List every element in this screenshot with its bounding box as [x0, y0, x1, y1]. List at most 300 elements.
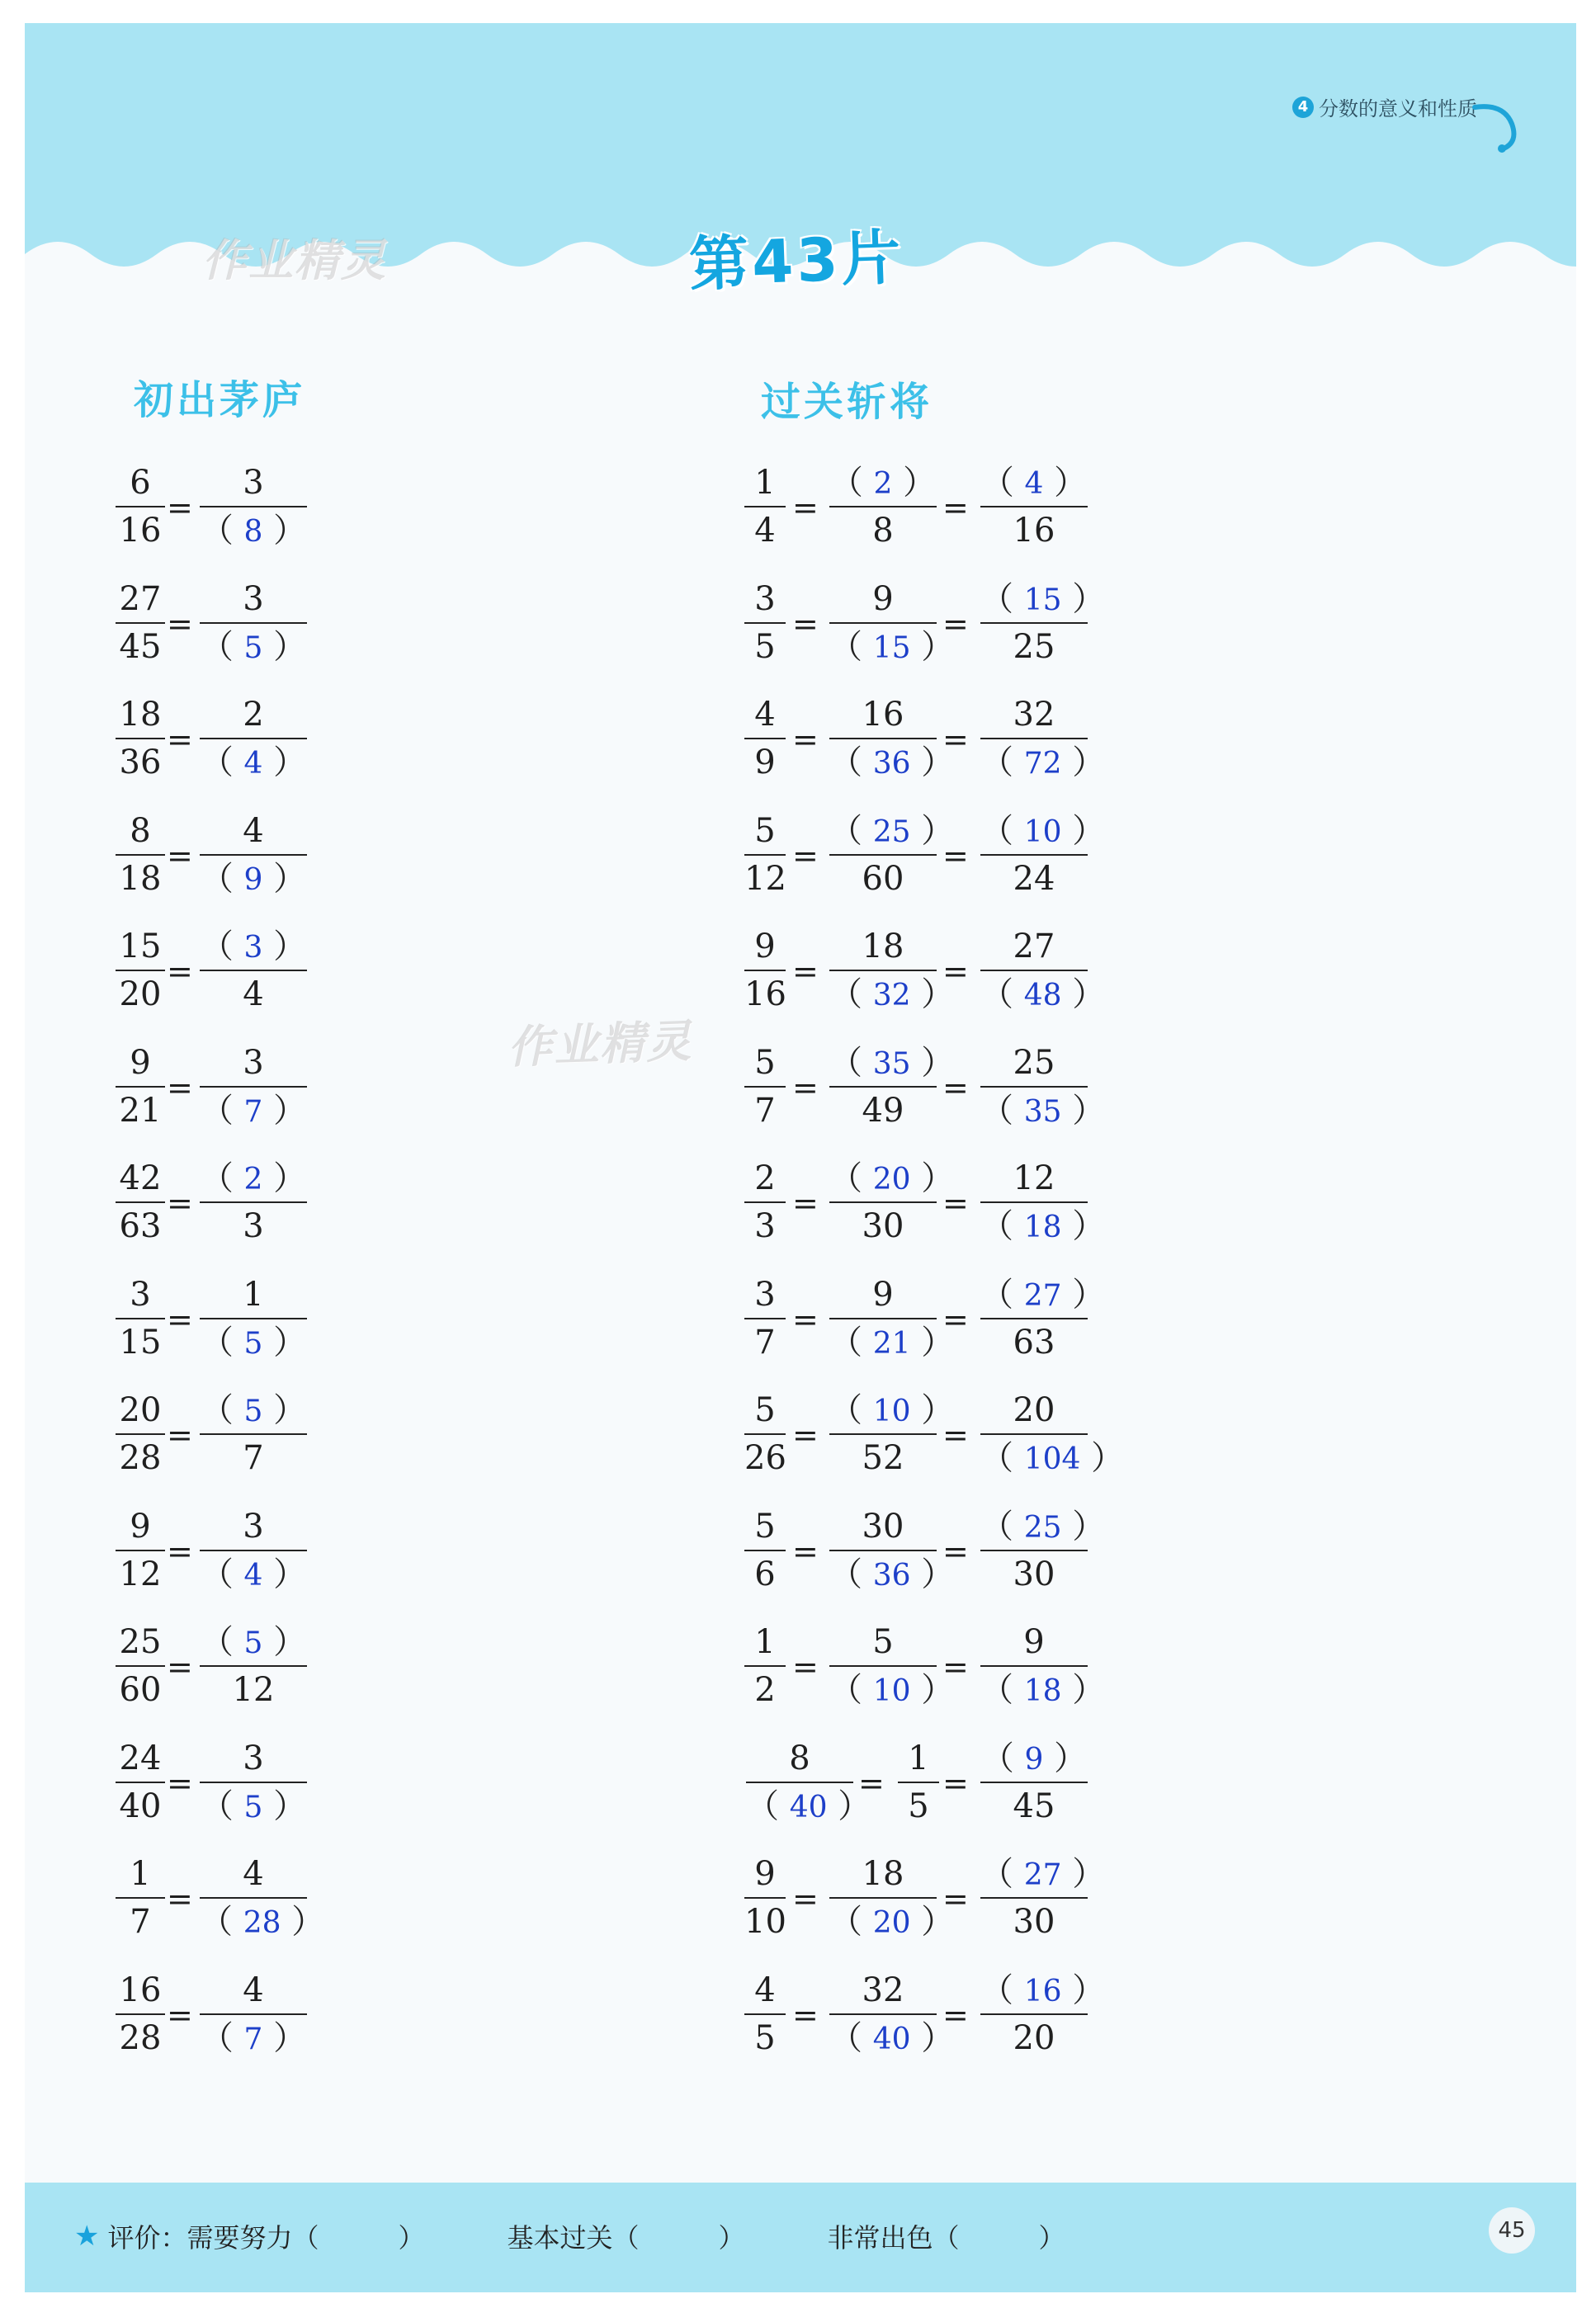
equals-sign: =	[167, 1069, 193, 1106]
equals-sign: =	[167, 605, 193, 642]
section-title-left: 初出茅庐	[134, 377, 306, 423]
fraction-bar	[744, 1433, 786, 1435]
paren-close: ）	[827, 1786, 871, 1825]
fraction-result-numerator: 3	[243, 1043, 264, 1082]
fraction-given-denominator: 20	[119, 975, 162, 1013]
paren-close: ）	[1061, 579, 1106, 618]
fraction-given-denominator: 28	[119, 2018, 162, 2057]
watermark-middle: 作业精灵	[507, 1015, 694, 1074]
equals-sign: =	[858, 1764, 885, 1801]
answer-value: 8	[243, 515, 263, 549]
fraction-bar	[744, 738, 786, 739]
paren-open: （	[829, 1555, 873, 1593]
paren-open: （	[980, 579, 1024, 618]
answer-value: 21	[872, 1326, 911, 1361]
fraction-result	[980, 1272, 1106, 1365]
fraction-result	[200, 809, 307, 901]
fraction-middle	[829, 1968, 955, 2060]
paren-open: （	[829, 1671, 873, 1709]
paren-close: ）	[262, 1555, 307, 1593]
fraction-result-denominator-blank	[200, 1900, 325, 1944]
paren-close: ）	[892, 464, 937, 502]
fraction-given-numerator: 3	[754, 579, 776, 618]
fraction-result-denominator: 7	[243, 1439, 264, 1477]
equals-sign: =	[942, 1996, 969, 2033]
fraction-middle-denominator-blank	[829, 1900, 955, 1944]
fraction-bar	[980, 1782, 1088, 1783]
paren-open: （	[200, 1903, 243, 1941]
answer-value: 40	[872, 2022, 911, 2056]
fraction-middle	[829, 1272, 955, 1365]
section-title-right: 过关斩将	[761, 379, 933, 425]
fraction-bar	[744, 1086, 786, 1088]
fraction-middle-denominator: 8	[872, 512, 894, 550]
paren-open: （	[980, 975, 1024, 1013]
paren-open: （	[200, 1623, 244, 1661]
fraction-result-numerator: 1	[243, 1275, 264, 1314]
fraction-bar	[829, 1665, 937, 1667]
fraction-result-denominator-blank	[200, 508, 307, 553]
fraction-given	[116, 1968, 165, 2060]
fraction-given-denominator: 6	[754, 1555, 776, 1593]
answer-value: 104	[1023, 1442, 1081, 1476]
fraction-bar	[829, 506, 937, 507]
fraction-middle-denominator: 49	[862, 1091, 904, 1130]
paren-close: ）	[262, 1391, 307, 1429]
paren-open: （	[200, 1391, 244, 1429]
equals-sign: =	[792, 837, 819, 874]
paren-close: ）	[262, 1159, 307, 1197]
fraction-bar	[200, 1201, 307, 1203]
fraction-bar	[744, 2013, 786, 2015]
fraction-result-denominator-blank	[200, 1784, 307, 1829]
fraction-given-numerator: 5	[754, 811, 776, 850]
equals-sign: =	[792, 1532, 819, 1569]
answer-value: 3	[243, 931, 263, 965]
equals-sign: =	[792, 605, 819, 642]
answer-value: 36	[872, 1558, 911, 1593]
answer-value: 2	[243, 1163, 263, 1196]
answer-value: 28	[243, 1906, 281, 1940]
answer-value: 10	[872, 1395, 911, 1428]
fraction-result-numerator-blank	[980, 1852, 1106, 1896]
fraction-given-denominator: 12	[119, 1555, 162, 1593]
fraction-given-numerator: 3	[754, 1275, 776, 1314]
fraction-given-denominator: 10	[744, 1903, 786, 1941]
fraction-given-denominator: 16	[119, 512, 162, 550]
fraction-bar	[980, 970, 1088, 971]
fraction-bar	[744, 970, 786, 971]
fraction-given-numerator: 16	[119, 1971, 162, 2009]
equals-sign: =	[167, 1649, 193, 1685]
paren-close: ）	[910, 1391, 955, 1429]
fraction-middle-numerator: 32	[862, 1971, 904, 2009]
answer-value: 32	[872, 979, 911, 1012]
fraction-result-denominator-blank	[980, 1668, 1106, 1712]
fraction-given	[744, 1156, 786, 1248]
fraction-result-denominator-blank	[200, 1088, 307, 1133]
fraction-result-denominator: 30	[1013, 1903, 1055, 1941]
fraction-bar	[116, 1318, 165, 1319]
fraction-result	[980, 1388, 1125, 1480]
answer-value: 5	[243, 1790, 263, 1824]
fraction-result	[200, 1272, 307, 1365]
equals-sign: =	[942, 1532, 969, 1569]
fraction-middle-numerator: 9	[872, 1275, 894, 1314]
answer-value: 9	[243, 862, 263, 897]
fraction-middle-numerator-blank	[829, 1041, 955, 1085]
paren-close: ）	[910, 811, 955, 850]
fraction-given-denominator: 9	[754, 743, 776, 781]
fraction-given-denominator: 45	[119, 627, 162, 666]
fraction-result-denominator-blank	[200, 2016, 307, 2060]
fraction-middle-denominator: 52	[862, 1439, 904, 1477]
fraction-given	[116, 1041, 165, 1133]
fraction-given-denominator: 15	[119, 1323, 162, 1362]
fraction-given	[744, 1041, 786, 1133]
answer-value: 7	[243, 1094, 263, 1129]
fraction-bar	[744, 1665, 786, 1667]
fraction-given-denominator: 3	[754, 1207, 776, 1245]
fraction-result-denominator: 3	[243, 1207, 264, 1245]
fraction-result-denominator-blank	[980, 1436, 1125, 1480]
fraction-result	[200, 1736, 307, 1829]
equals-sign: =	[792, 489, 819, 526]
fraction-given-denominator: 4	[754, 512, 776, 550]
fraction-bar	[980, 1201, 1088, 1203]
fraction-given-denominator: 12	[744, 859, 786, 898]
paren-close: ）	[910, 1671, 955, 1709]
paren-close: ）	[1061, 975, 1106, 1013]
fraction-middle-numerator: 18	[862, 927, 904, 965]
fraction-middle-numerator: 16	[862, 696, 904, 734]
paren-open: （	[980, 743, 1024, 781]
fraction-bar	[980, 1318, 1088, 1319]
answer-value: 20	[872, 1906, 911, 1940]
fraction-result-denominator-blank	[980, 1204, 1106, 1248]
paren-open: （	[200, 1323, 244, 1362]
fraction-result	[980, 1968, 1106, 2060]
fraction-bar	[980, 1665, 1088, 1667]
equals-sign: =	[942, 1417, 969, 1453]
paren-open: （	[980, 1739, 1025, 1777]
fraction-bar	[980, 1433, 1088, 1435]
answer-value: 9	[1024, 1742, 1044, 1777]
equals-sign: =	[942, 489, 969, 526]
fraction-result-denominator-blank	[200, 625, 307, 669]
fraction-bar	[829, 1433, 937, 1435]
fraction-bar	[829, 1318, 937, 1319]
fraction-bar	[116, 970, 165, 971]
answer-value: 5	[243, 1395, 263, 1428]
fraction-given	[116, 1156, 165, 1248]
fraction-result-numerator: 32	[1013, 696, 1055, 734]
answer-value: 4	[1024, 467, 1044, 501]
fraction-middle	[829, 577, 955, 669]
fraction-result-numerator: 3	[243, 1507, 264, 1546]
fraction-bar	[200, 1433, 307, 1435]
fraction-bar	[980, 1550, 1088, 1551]
paren-open: （	[200, 927, 244, 965]
fraction-given	[116, 692, 165, 785]
fraction-bar	[980, 2013, 1088, 2015]
fraction-middle	[829, 924, 955, 1017]
chapter-title: 分数的意义和性质	[1319, 97, 1477, 120]
paren-close: ）	[1043, 1739, 1088, 1777]
fraction-bar	[829, 2013, 937, 2015]
fraction-bar	[116, 1550, 165, 1551]
paren-close: ）	[1061, 1091, 1106, 1130]
equals-sign: =	[792, 953, 819, 989]
fraction-result-numerator: 3	[243, 579, 264, 618]
paren-close: ）	[910, 627, 955, 666]
fraction-bar	[744, 1550, 786, 1551]
fraction-given	[744, 1388, 786, 1480]
fraction-middle	[898, 1736, 939, 1829]
fraction-middle	[829, 809, 955, 901]
equals-sign: =	[167, 1764, 193, 1801]
equals-sign: =	[167, 1417, 193, 1453]
paren-close: ）	[262, 1091, 307, 1130]
fraction-result-denominator: 12	[232, 1671, 275, 1709]
fraction-bar	[980, 622, 1088, 624]
paren-open: （	[829, 2018, 873, 2057]
fraction-given-denominator: 2	[754, 1671, 776, 1709]
fraction-result-denominator-blank	[200, 1320, 307, 1365]
fraction-given-denominator: 7	[130, 1903, 151, 1941]
fraction-bar	[200, 2013, 307, 2015]
paren-close: ）	[910, 1159, 955, 1197]
paren-open: （	[980, 1855, 1024, 1893]
fraction-result	[980, 1620, 1106, 1712]
equals-sign: =	[942, 605, 969, 642]
paren-close: ）	[1061, 1855, 1106, 1893]
paren-open: （	[829, 1043, 873, 1082]
fraction-given	[116, 924, 165, 1017]
fraction-result-numerator-blank	[980, 1272, 1106, 1317]
fraction-bar	[116, 1433, 165, 1435]
answer-value: 20	[872, 1163, 911, 1196]
equals-sign: =	[167, 953, 193, 989]
fraction-given	[116, 809, 165, 901]
fraction-bar	[200, 1550, 307, 1551]
equals-sign: =	[792, 1300, 819, 1338]
paren-close: ）	[910, 1555, 955, 1593]
answer-value: 16	[1023, 1974, 1062, 2008]
answer-value: 15	[872, 630, 911, 665]
fraction-middle-numerator: 18	[862, 1855, 904, 1893]
fraction-result-numerator: 27	[1013, 927, 1055, 965]
chapter-label	[1292, 92, 1477, 121]
equals-sign: =	[167, 721, 193, 758]
evaluation-option-excellent: 非常出色（ ）	[827, 2222, 1065, 2254]
paren-close: ）	[910, 1323, 955, 1362]
fraction-result-denominator: 25	[1013, 627, 1055, 666]
paren-open: （	[980, 1671, 1024, 1709]
fraction-middle-denominator-blank	[829, 740, 955, 785]
fraction-result	[980, 809, 1106, 901]
paren-close: ）	[262, 2018, 307, 2057]
fraction-given-denominator: 5	[754, 2018, 776, 2057]
equals-sign: =	[942, 837, 969, 874]
paren-open: （	[829, 1391, 873, 1429]
watermark-top: 作业精灵	[202, 234, 387, 286]
paren-open: （	[200, 512, 244, 550]
fraction-result	[980, 1504, 1106, 1597]
paren-open: （	[980, 1439, 1024, 1477]
equals-sign: =	[167, 837, 193, 874]
fraction-bar	[200, 1318, 307, 1319]
fraction-result	[200, 460, 307, 553]
equals-sign: =	[792, 1649, 819, 1685]
fraction-result-denominator-blank	[200, 1552, 307, 1597]
fraction-bar	[829, 1550, 937, 1551]
equals-sign: =	[942, 1881, 969, 1917]
answer-value: 72	[1023, 747, 1062, 781]
fraction-given-numerator: 5	[754, 1507, 776, 1546]
fraction-given	[746, 1736, 871, 1829]
answer-value: 27	[1023, 1858, 1062, 1892]
fraction-given-denominator: 21	[119, 1091, 162, 1130]
equals-sign: =	[167, 1996, 193, 2033]
fraction-result-numerator: 2	[243, 696, 264, 734]
fraction-given-denominator: 60	[119, 1671, 162, 1709]
fraction-result-numerator: 3	[243, 1739, 264, 1777]
fraction-given-numerator: 5	[754, 1043, 776, 1082]
paren-close: ）	[1061, 1507, 1106, 1546]
fraction-given-denominator: 40	[119, 1786, 162, 1825]
fraction-bar	[829, 1201, 937, 1203]
fraction-result-numerator: 4	[243, 1855, 264, 1893]
fraction-result-denominator-blank	[200, 740, 307, 785]
fraction-result	[200, 1156, 307, 1248]
fraction-bar	[116, 1782, 165, 1783]
equals-sign: =	[167, 489, 193, 526]
fraction-result	[980, 924, 1106, 1017]
fraction-middle-numerator: 30	[862, 1507, 904, 1546]
fraction-result-numerator-blank	[200, 1388, 307, 1432]
paren-open: （	[829, 811, 873, 850]
fraction-result-numerator: 9	[1023, 1623, 1045, 1661]
paren-close: ）	[262, 1786, 307, 1825]
fraction-bar	[980, 854, 1088, 856]
fraction-given-numerator: 2	[754, 1159, 776, 1197]
paren-open: （	[829, 743, 873, 781]
equals-sign: =	[792, 1996, 819, 2033]
evaluation-row	[74, 2217, 1148, 2255]
fraction-given-numerator: 1	[130, 1855, 151, 1893]
star-icon: ★	[74, 2220, 100, 2253]
paren-open: （	[980, 1507, 1024, 1546]
fraction-bar	[980, 738, 1088, 739]
fraction-result-denominator-blank	[980, 972, 1106, 1017]
answer-value: 18	[1023, 1211, 1062, 1244]
fraction-middle	[829, 1388, 955, 1480]
fraction-result	[980, 692, 1106, 785]
fraction-middle-denominator-blank	[829, 1320, 955, 1365]
paren-open: （	[829, 975, 873, 1013]
fraction-result	[980, 1156, 1106, 1248]
paren-open: （	[980, 1207, 1024, 1245]
equals-sign: =	[942, 1069, 969, 1106]
fraction-bar	[200, 1782, 307, 1783]
fraction-bar	[744, 506, 786, 507]
fraction-middle-numerator-blank	[829, 1156, 955, 1201]
fraction-given-numerator: 25	[119, 1623, 162, 1661]
evaluation-label: 评价：	[107, 2222, 187, 2254]
fraction-bar	[116, 622, 165, 624]
fraction-given	[744, 1504, 786, 1597]
paren-open: （	[829, 1903, 873, 1941]
fraction-given-numerator: 4	[754, 1971, 776, 2009]
paren-open: （	[829, 627, 873, 666]
paren-close: ）	[1061, 1671, 1106, 1709]
paren-open: （	[200, 1159, 244, 1197]
fraction-bar	[744, 854, 786, 856]
paren-open: （	[980, 811, 1024, 850]
equals-sign: =	[942, 953, 969, 989]
fraction-bar	[200, 854, 307, 856]
fraction-result-denominator-blank	[980, 740, 1106, 785]
fraction-bar	[116, 506, 165, 507]
fraction-result-numerator-blank	[200, 1156, 307, 1201]
fraction-given-numerator: 9	[754, 927, 776, 965]
answer-value: 40	[789, 1790, 828, 1824]
fraction-result	[200, 692, 307, 785]
fraction-bar	[200, 622, 307, 624]
paren-open: （	[980, 464, 1025, 502]
equals-sign: =	[792, 1069, 819, 1106]
paren-close: ）	[1061, 1275, 1106, 1314]
fraction-given-denominator: 63	[119, 1207, 162, 1245]
fraction-result-numerator: 4	[243, 811, 264, 850]
fraction-middle	[829, 1620, 955, 1712]
fraction-result-numerator-blank	[980, 577, 1106, 621]
paren-close: ）	[262, 859, 307, 898]
equals-sign: =	[167, 1185, 193, 1221]
answer-value: 5	[243, 630, 263, 665]
fraction-result-numerator-blank	[980, 809, 1106, 853]
fraction-bar	[829, 854, 937, 856]
fraction-result-denominator: 30	[1013, 1555, 1055, 1593]
paren-close: ）	[281, 1903, 325, 1941]
fraction-given	[116, 1388, 165, 1480]
fraction-middle-numerator-blank	[829, 809, 955, 853]
fraction-result-numerator: 12	[1013, 1159, 1055, 1197]
fraction-result	[200, 1968, 307, 2060]
fraction-bar	[980, 1086, 1088, 1088]
fraction-given-numerator: 24	[119, 1739, 162, 1777]
paren-close: ）	[1061, 811, 1106, 850]
fraction-given-denominator: 16	[744, 975, 786, 1013]
worksheet-page	[25, 23, 1576, 2292]
fraction-middle-denominator-blank	[829, 1552, 955, 1597]
paren-open: （	[200, 1555, 244, 1593]
fraction-bar	[200, 1897, 307, 1899]
paren-close: ）	[262, 927, 307, 965]
paren-close: ）	[910, 2018, 955, 2057]
paren-open: （	[746, 1786, 790, 1825]
fraction-result-numerator-blank	[980, 460, 1088, 505]
fraction-given	[744, 1272, 786, 1365]
fraction-result	[200, 1504, 307, 1597]
paren-open: （	[200, 627, 244, 666]
fraction-middle-numerator-blank	[829, 460, 937, 505]
fraction-bar	[200, 1086, 307, 1088]
paren-close: ）	[910, 975, 955, 1013]
fraction-result	[200, 1041, 307, 1133]
fraction-given-denominator: 26	[744, 1439, 786, 1477]
